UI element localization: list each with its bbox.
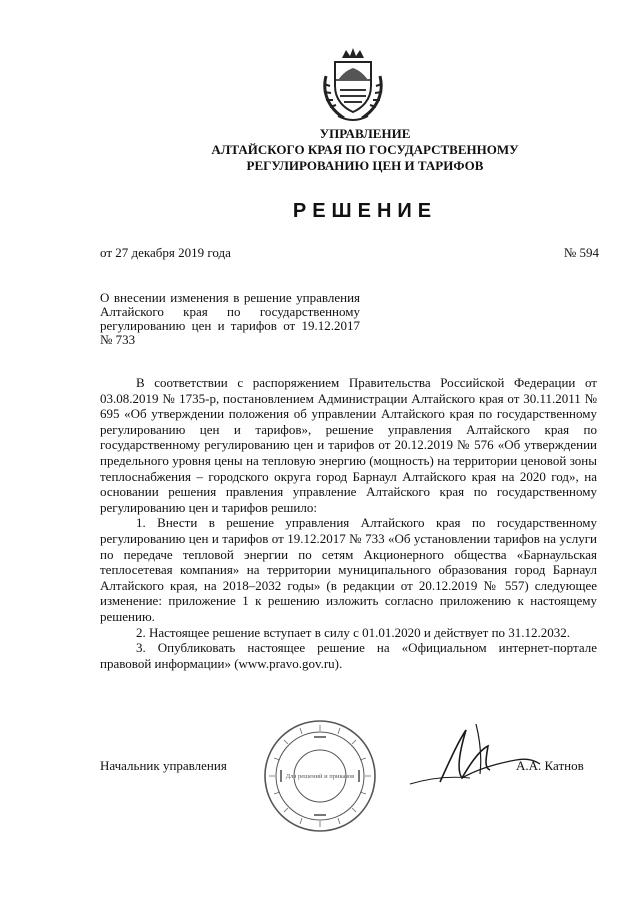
document-body <box>100 375 597 671</box>
document-subject: О внесении изменения в решение управления Алтайского края по государственному регулированию цен и тарифов от 19.12.2017 № 733 <box>100 290 360 347</box>
body-item-2: 2. Настоящее решение вступает в силу с 01.01.2020 и действует по 31.12.2032. <box>136 624 571 640</box>
signatory-name: А.А. Катнов <box>516 758 584 773</box>
signatory-position: Начальник управления <box>100 758 227 773</box>
body-item-1: 1. Внести в решение управления Алтайского края по государственному регулированию цен и тарифов от 19.12.2017 № 733 «Об установлении тарифов на услуги по передаче тепловой энергии по сетям Акционерного общества «Барнаульская теплосетевая компания» на территории муниципального образования город Барнаул Алтайского края, на 2018–2032 годы» (в редакции от 20.12.2019 № 557) следующее изменение: приложение 1 к решению изложить согласно приложению к настоящему решению. <box>100 515 597 624</box>
handwritten-signature-icon <box>290 720 550 800</box>
document-number: № 594 <box>563 245 599 260</box>
body-item-3: 3. Опубликовать настоящее решение на «Официальном интернет-портале правовой информации» (www.pravo.gov.ru). <box>100 640 597 671</box>
org-name-line1: УПРАВЛЕНИЕ <box>319 126 411 141</box>
org-name-line2: АЛТАЙСКОГО КРАЯ ПО ГОСУДАРСТВЕННОМУ <box>211 142 519 157</box>
altai-krai-coat-of-arms-icon <box>318 46 388 124</box>
body-preamble: В соответствии с распоряжением Правительства Российской Федерации от 03.08.2019 № 1735-р, постановлением Администрации Алтайского края от 30.11.2011 № 695 «Об утверждении положения об управлении Алтайского края по государственному регулированию цен и тарифов», решение управления Алтайского края по государственному регулированию цен и тарифов от 20.12.2019 № 576 «Об утверждении предельного уровня цены на тепловую энергию (мощность) на территории ценовой зоны теплоснабжения – городского округа город Барнаул Алтайского края на 2020 год», на основании решения правления управление Алтайского края по государственному регулированию цен и тарифов решило: <box>100 375 597 515</box>
stamp-inner-text: Для решений и приказов <box>285 773 355 780</box>
document-title: РЕШЕНИЕ <box>292 200 438 222</box>
org-name-line3: РЕГУЛИРОВАНИЮ ЦЕН И ТАРИФОВ <box>246 158 484 173</box>
document-date: от 27 декабря 2019 года <box>100 245 231 260</box>
